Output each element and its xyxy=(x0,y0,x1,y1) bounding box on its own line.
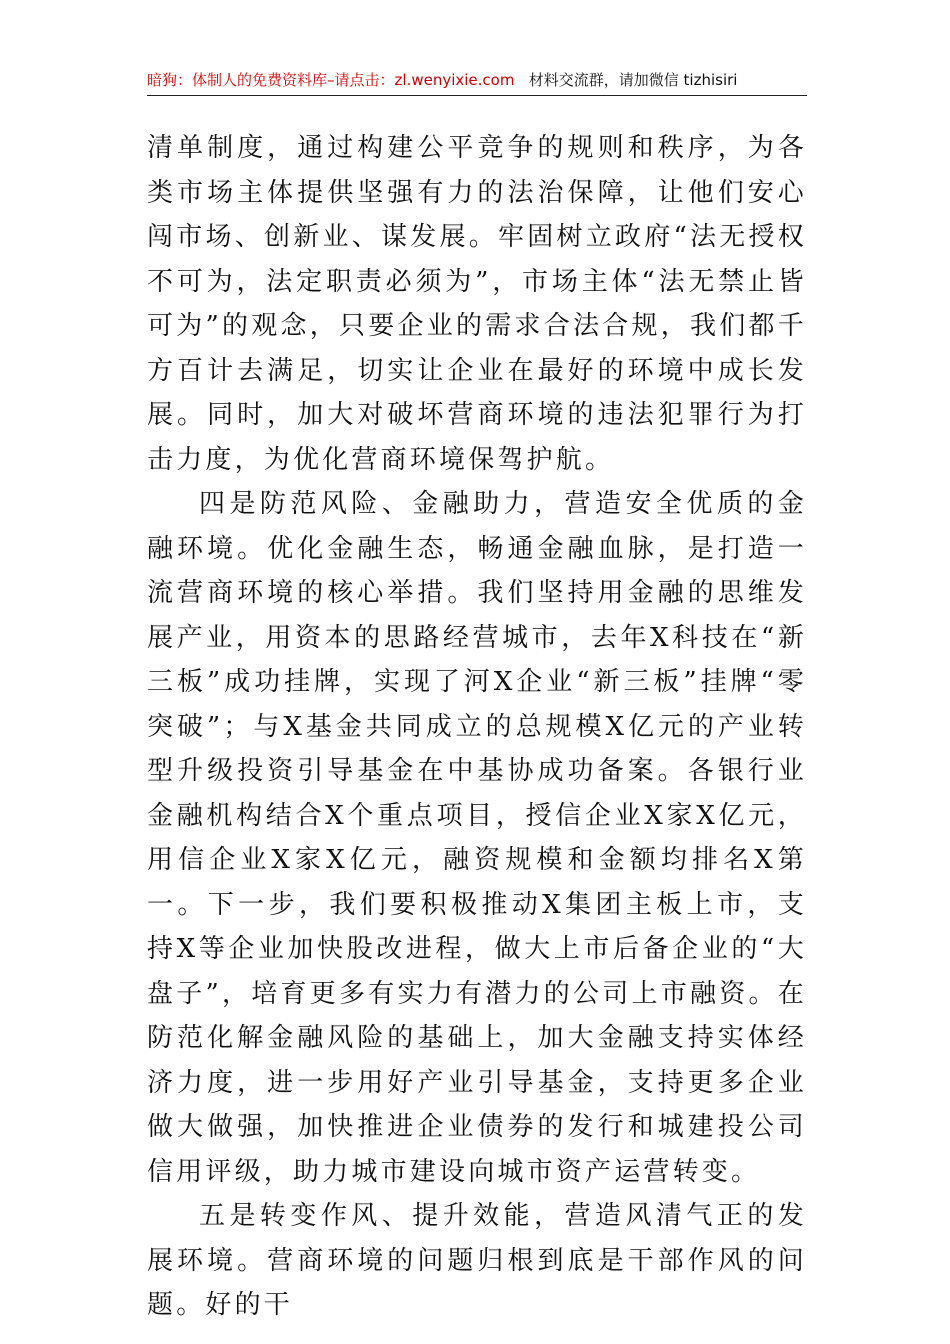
paragraph-five-conduct: 五是转变作风、提升效能，营造风清气正的发展环境。营商环境的问题归根到底是干部作风的问题。好的干 xyxy=(147,1201,807,1320)
page-header xyxy=(147,68,807,92)
header-url-link[interactable]: zl.wenyixie.com xyxy=(394,71,515,89)
header-brand: 暗狗：体制人的免费资料库 xyxy=(147,71,328,89)
header-group-notice: 材料交流群，请加微信 tizhisiri xyxy=(528,71,738,89)
header-prompt: –请点击： xyxy=(327,71,395,89)
paragraph-four-finance: 四是防范风险、金融助力，营造安全优质的金融环境。优化金融生态，畅通金融血脉，是打造一流营商环境的核心举措。我们坚持用金融的思维发展产业，用资本的思路经营城市，去年X科技在“新三板”成功挂牌，实现了河X企业“新三板”挂牌“零突破”；与X基金共同成立的总规模X亿元的产业转型升级投资引导基金在中基协成功备案。各银行业金融机构结合X个重点项目，授信企业X家X亿元，用信企业X家X亿元，融资规模和金额均排名X第一。下一步，我们要积极推动X集团主板上市，支持X等企业加快股改进程，做大上市后备企业的“大盘子”，培育更多有实力有潜力的公司上市融资。在防范化解金融风险的基础上，加大金融支持实体经济力度，进一步用好产业引导基金，支持更多企业做大做强，加快推进企业债券的发行和城建投公司信用评级，助力城市建设向城市资产运营转变。 xyxy=(147,489,807,1187)
paragraph-continued: 清单制度，通过构建公平竞争的规则和秩序，为各类市场主体提供坚强有力的法治保障，让他们安心闯市场、创新业、谋发展。牢固树立政府“法无授权不可为，法定职责必须为”，市场主体“法无禁止皆可为”的观念，只要企业的需求合法合规，我们都千方百计去满足，切实让企业在最好的环境中成长发展。同时，加大对破坏营商环境的违法犯罪行为打击力度，为优化营商环境保驾护航。 xyxy=(147,133,807,475)
document-body xyxy=(147,126,807,1328)
header-divider xyxy=(147,95,807,96)
